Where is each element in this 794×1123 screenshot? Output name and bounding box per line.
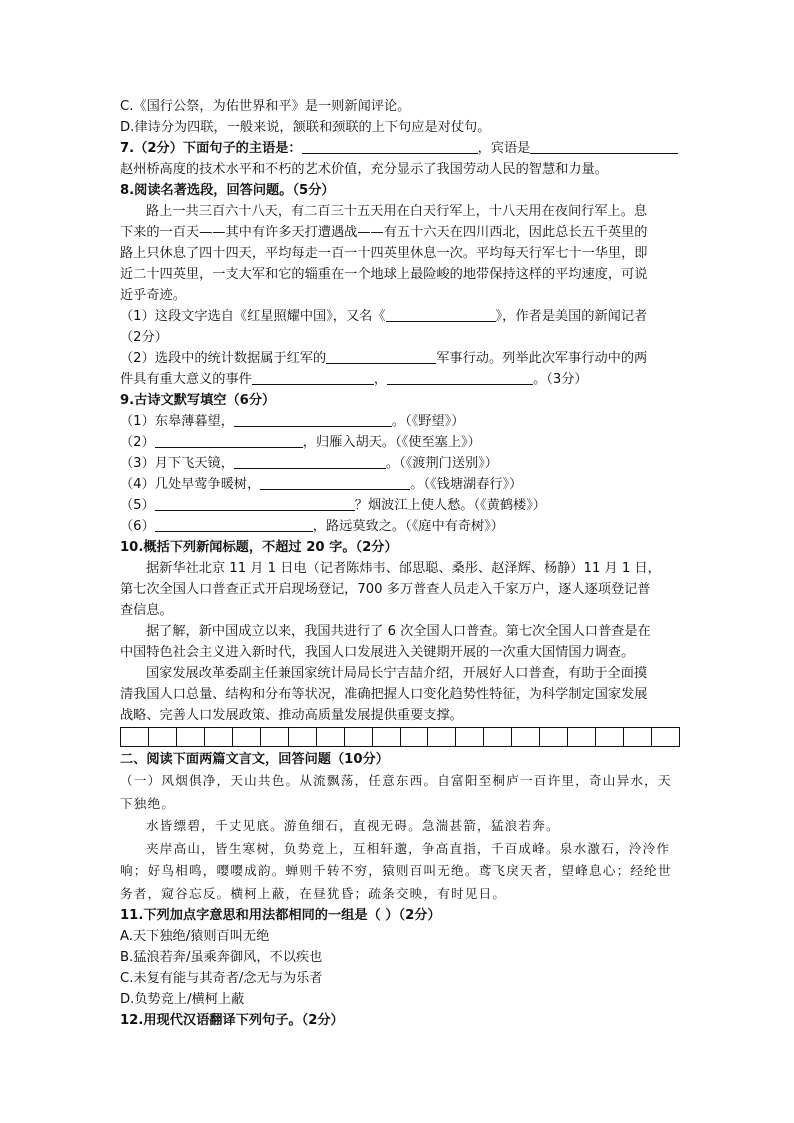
- q11-option-b[interactable]: B.猛浪若奔/虽乘奔御风，不以疾也: [120, 950, 323, 965]
- answer-cell[interactable]: [317, 728, 345, 746]
- answer-cell[interactable]: [205, 728, 233, 746]
- q9-line-5-text-a: （5）: [120, 498, 155, 513]
- q10-news-line: 第七次全国人口普查正式开启现场登记，700 多万普查人员走入千家万户，逐人逐项登记普: [120, 582, 651, 597]
- answer-cell[interactable]: [428, 728, 456, 746]
- classical-text: [120, 770, 680, 905]
- q7-object-blank[interactable]: [530, 139, 678, 154]
- q7-stem-a: 7.（2分）下面句子的主语是：: [120, 141, 302, 156]
- answer-cell[interactable]: [401, 728, 429, 746]
- classical-line: （一）风烟俱净，天山共色。从流飘荡，任意东西。自富阳至桐庐一百许里，奇山异水，天: [120, 773, 672, 788]
- classical-line: 水皆缥碧，千丈见底。游鱼细石，直视无碍。急湍甚箭，猛浪若奔。: [146, 818, 560, 833]
- q9-line-4-text-a: （4）几处早莺争暖树，: [120, 477, 261, 492]
- q8-passage-line: 近乎奇迹。: [120, 288, 186, 303]
- q10-news-line: 据了解，新中国成立以来，我国共进行了 6 次全国人口普查。第七次全国人口普查是在: [146, 624, 651, 639]
- answer-cell[interactable]: [121, 728, 149, 746]
- q11-option-d[interactable]: D.负势竞上/横柯上蔽: [120, 992, 245, 1007]
- q9-line-2-text-a: （2）: [120, 435, 155, 450]
- answer-cell[interactable]: [624, 728, 652, 746]
- q9-line-4: [120, 474, 680, 495]
- exam-page: [120, 96, 680, 1031]
- q9-line-3: [120, 453, 680, 474]
- q9-line-4-text-b: 。（《钱塘湖春行》）: [410, 477, 523, 492]
- answer-cell[interactable]: [345, 728, 373, 746]
- answer-cell[interactable]: [233, 728, 261, 746]
- q9-blank-2[interactable]: [155, 433, 303, 448]
- q9-line-6-text-b: ，路远莫致之。（《庭中有奇树》）: [312, 519, 504, 534]
- q9-blank-6[interactable]: [155, 517, 313, 532]
- answer-cell[interactable]: [289, 728, 317, 746]
- q10-news-line: 中国特色社会主义进入新时代，我国人口发展进入关键期开展的一次重大国情国力调查。: [120, 645, 635, 660]
- q8-passage-line: 路上只休息了四十四天，平均每走一百一十四英里休息一次。平均每天行军七十一华里，即: [120, 246, 648, 261]
- classical-line: 响；好鸟相鸣，嘤嘤成韵。蝉则千转不穷，猿则百叫无绝。鸢飞戾天者，望峰息心；经纶世: [120, 863, 672, 878]
- q10-news-line: 清我国人口总量、结构和分布等状况，准确把握人口变化趋势性特征，为科学制定国家发展: [120, 687, 648, 702]
- answer-cell[interactable]: [652, 728, 680, 746]
- classical-line: 夹岸高山，皆生寒树，负势竞上，互相轩邈，争高直指，千百成峰。泉水激石，泠泠作: [146, 840, 671, 856]
- q7-sentence: 赵州桥高度的技术水平和不朽的艺术价值，充分显示了我国劳动人民的智慧和力量。: [120, 162, 608, 177]
- q12-title: 12.用现代汉语翻译下列句子。（2分）: [120, 1013, 344, 1028]
- q9-blank-3[interactable]: [234, 454, 386, 469]
- q11-option-a[interactable]: A.天下独绝/猿则百叫无绝: [120, 929, 270, 944]
- q6-option-c: C.《国行公祭，为佑世界和平》是一则新闻评论。: [120, 99, 411, 114]
- part2-title: 二、阅读下面两篇文言文，回答问题（10分）: [120, 752, 389, 767]
- q8-sub1-text-b: 》，作者是美国的新闻记者: [495, 309, 648, 324]
- q10-answer-grid[interactable]: [120, 727, 680, 747]
- answer-cell[interactable]: [149, 728, 177, 746]
- q11-title: 11.下列加点字意思和用法都相同的一组是（ ）（2分）: [120, 908, 441, 923]
- classical-line: 下独绝。: [120, 795, 176, 811]
- q9-line-2-text-b: ，归雁入胡天。（《使至塞上》）: [302, 435, 481, 450]
- answer-cell[interactable]: [484, 728, 512, 746]
- q7-stem: [120, 138, 680, 159]
- q10-title: 10.概括下列新闻标题，不超过 20 字。（2分）: [120, 540, 398, 555]
- q8-sub1-text-a: （1）这段文字选自《红星照耀中国》，又名《: [120, 309, 386, 324]
- q8-sub2-text-c: 件具有重大意义的事件: [120, 372, 252, 387]
- q6-option-d: D.律诗分为四联，一般来说，颔联和颈联的上下句应是对仗句。: [120, 120, 491, 135]
- q9-line-5-text-b: ？烟波江上使人愁。（《黄鹤楼》）: [354, 498, 546, 513]
- q9-blank-5[interactable]: [155, 496, 355, 511]
- q10-news-line: 查信息。: [120, 603, 173, 618]
- q8-passage-line: 下来的一百天——其中有许多天打遭遇战——有五十六天在四川西北，因此总长五千英里的: [120, 225, 648, 240]
- q10-news-line: 国家发展改革委副主任兼国家统计局局长宁吉喆介绍，开展好人口普查，有助于全面摸: [146, 666, 648, 681]
- answer-cell[interactable]: [456, 728, 484, 746]
- answer-cell[interactable]: [373, 728, 401, 746]
- q8-sub1: [120, 306, 680, 327]
- q9-line-2: [120, 432, 680, 453]
- answer-cell[interactable]: [261, 728, 289, 746]
- q8-passage-line: 路上一共三百六十八天，有二百三十五天用在白天行军上，十八天用在夜间行军上。息: [146, 204, 648, 219]
- q9-line-1-text-b: 。（《野望》）: [391, 414, 465, 429]
- answer-cell[interactable]: [540, 728, 568, 746]
- q9-line-6: [120, 516, 680, 537]
- q8-sub2: [120, 348, 680, 369]
- q8-event2-blank[interactable]: [387, 370, 533, 385]
- q9-line-6-text-a: （6）: [120, 519, 155, 534]
- q8-alias-blank[interactable]: [386, 307, 496, 322]
- q7-stem-b: ，宾语是: [477, 141, 531, 156]
- q9-line-1: [120, 411, 680, 432]
- q9-line-3-text-b: 。（《渡荆门送别》）: [385, 456, 498, 471]
- q9-line-5: [120, 495, 680, 516]
- answer-cell[interactable]: [568, 728, 596, 746]
- q9-blank-4[interactable]: [260, 475, 410, 490]
- q10-news-line: 据新华社北京 11 月 1 日电（记者陈炜韦、邰思聪、桑彤、赵泽辉、杨静）11 月 1 日，: [146, 561, 661, 576]
- q8-sub1-score: （2分）: [120, 330, 168, 345]
- q8-sub2-events: [120, 369, 680, 390]
- q9-line-1-text-a: （1）东皋薄暮望，: [120, 414, 234, 429]
- q8-event1-blank[interactable]: [252, 370, 374, 385]
- q8-sub2-text-b: 军事行动。列举此次军事行动中的两: [436, 351, 648, 366]
- q9-line-3-text-a: （3）月下飞天镜，: [120, 456, 234, 471]
- q7-subject-blank[interactable]: [302, 139, 478, 154]
- q8-title: 8.阅读名著选段，回答问题。（5分）: [120, 183, 335, 198]
- q10-news-line: 战略、完善人口发展政策、推动高质量发展提供重要支撑。: [120, 708, 463, 723]
- q8-sub2-text-d: ，: [373, 372, 388, 387]
- q11-option-c[interactable]: C.未复有能与其奇者/念无与为乐者: [120, 971, 323, 986]
- classical-line: 务者，窥谷忘反。横柯上蔽，在昼犹昏；疏条交映，有时见日。: [120, 885, 507, 901]
- answer-cell[interactable]: [512, 728, 540, 746]
- q9-blank-1[interactable]: [234, 412, 392, 427]
- q8-sub2-text-a: （2）选段中的统计数据属于红军的: [120, 351, 327, 366]
- q8-passage-line: 近二十四英里，一支大军和它的辎重在一个地球上最险峻的地带保持这样的平均速度，可说: [120, 267, 648, 282]
- q8-sub2-text-e: 。（3分）: [533, 372, 588, 387]
- q8-action-blank[interactable]: [326, 349, 436, 364]
- answer-cell[interactable]: [177, 728, 205, 746]
- q9-title: 9.古诗文默写填空（6分）: [120, 393, 276, 408]
- answer-cell[interactable]: [596, 728, 624, 746]
